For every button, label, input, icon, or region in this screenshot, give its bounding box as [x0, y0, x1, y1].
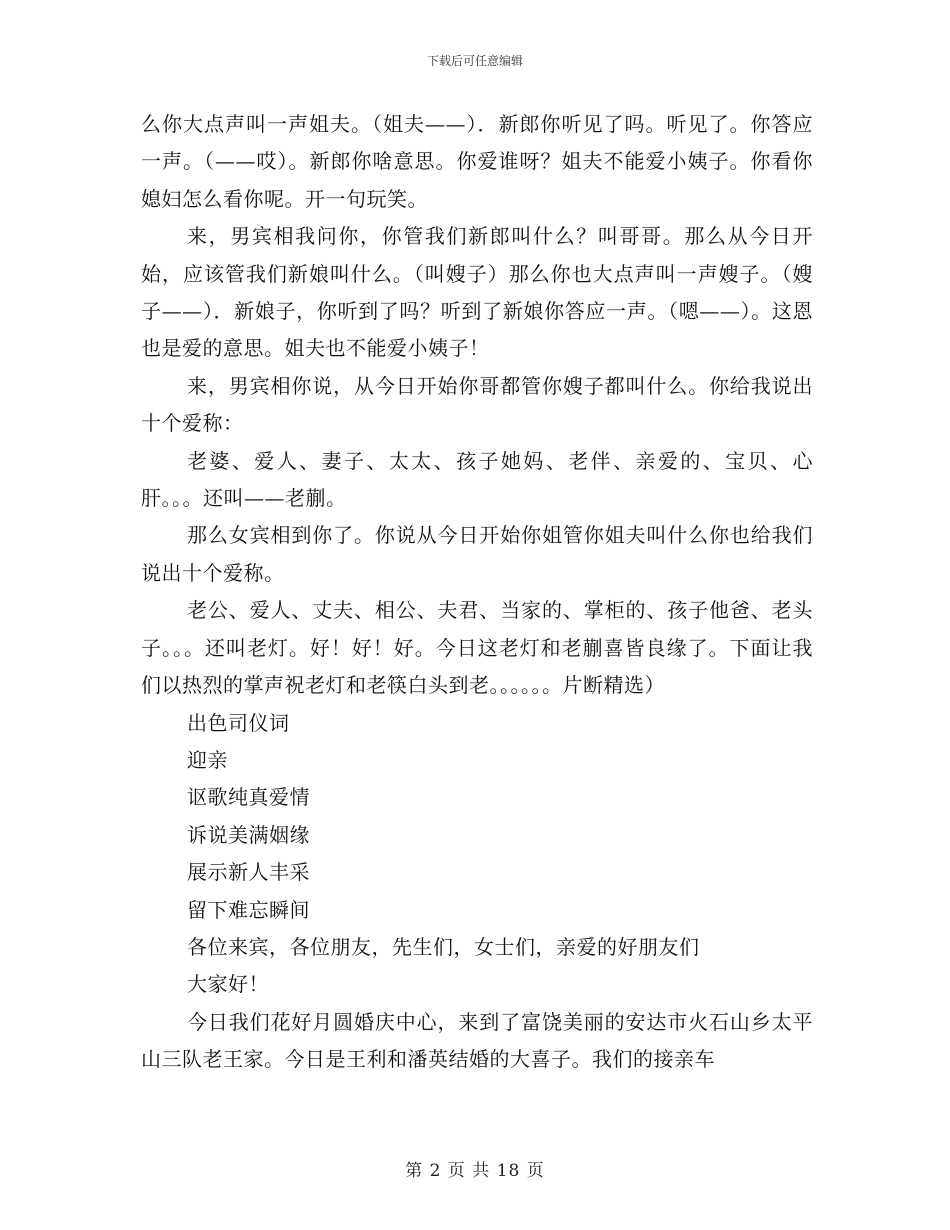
document-body	[141, 106, 813, 1079]
slogan-line: 讴歌纯真爱情	[187, 785, 310, 810]
page-header: 下载后可任意编辑	[426, 54, 523, 68]
paragraph: 么你大点声叫一声姐夫。（姐夫——）．新郎你听见了吗。听见了。你答应一声。（——哎）。新郎你啥意思。你爱谁呀？姐夫不能爱小姨子。你看你媳妇怎么看你呢。开一句玩笑。	[141, 112, 813, 211]
section-title: 出色司仪词	[187, 710, 290, 735]
slogan-line: 诉说美满姻缘	[187, 822, 310, 847]
greeting-line: 各位来宾，各位朋友，先生们，女士们，亲爱的好朋友们	[187, 934, 700, 959]
slogan-line: 展示新人丰采	[187, 860, 310, 885]
paragraph: 今日我们花好月圆婚庆中心，来到了富饶美丽的安达市火石山乡太平山三队老王家。今日是王利和潘英结婚的大喜子。我们的接亲车	[141, 1009, 813, 1072]
greeting-line: 大家好！	[187, 972, 269, 997]
paragraph: 老公、爱人、丈夫、相公、夫君、当家的、掌柜的、孩子他爸、老头子。。。还叫老灯。好！好！好。今日这老灯和老蒯喜皆良缘了。下面让我们以热烈的掌声祝老灯和老筷白头到老。。。。。。片断精选）	[141, 598, 813, 698]
page-number: 第 2 页 共 18 页	[405, 1161, 545, 1181]
paragraph: 来，男宾相你说，从今日开始你哥都管你嫂子都叫什么。你给我说出十个爱称：	[141, 373, 813, 436]
section-subtitle: 迎亲	[187, 747, 228, 772]
paragraph: 那么女宾相到你了。你说从今日开始你姐管你姐夫叫什么你也给我们说出十个爱称。	[141, 523, 813, 585]
paragraph: 老婆、爱人、妻子、太太、孩子她妈、老伴、亲爱的、宝贝、心肝。。。还叫——老蒯。	[141, 448, 813, 511]
slogan-line: 留下难忘瞬间	[187, 897, 310, 922]
paragraph: 来，男宾相我问你，你管我们新郎叫什么？叫哥哥。那么从今日开始，应该管我们新娘叫什么。（叫嫂子）那么你也大点声叫一声嫂子。（嫂子——）．新娘子，你听到了吗？听到了新娘你答应一声。（嗯——）。这恩也是爱的意思。姐夫也不能爱小姨子！	[141, 224, 813, 361]
